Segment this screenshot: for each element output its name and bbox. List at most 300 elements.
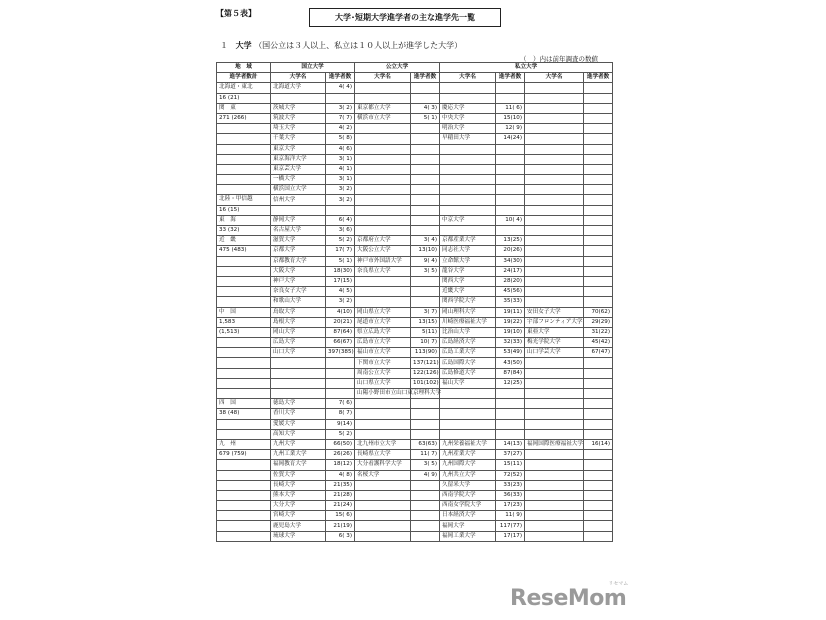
region-cell [217, 338, 271, 348]
university-cell: 京都教育大学 [271, 256, 326, 266]
count-cell [584, 226, 613, 236]
university-cell: 広島大学 [271, 338, 326, 348]
count-cell: 4(10) [326, 307, 355, 317]
university-cell [525, 409, 584, 419]
count-cell: 3( 7) [411, 307, 440, 317]
count-cell [584, 175, 613, 185]
count-cell: 18(12) [326, 460, 355, 470]
university-cell [440, 144, 496, 154]
university-cell [525, 429, 584, 439]
header-univ: 大学名 [271, 73, 326, 83]
count-cell [584, 480, 613, 490]
university-cell: 福山市立大学 [355, 348, 411, 358]
count-cell: 35(33) [496, 297, 525, 307]
university-cell: 龍谷大学 [440, 266, 496, 276]
count-cell: 14(24) [496, 134, 525, 144]
table-row [217, 419, 613, 429]
count-cell: 45(42) [584, 338, 613, 348]
count-cell: 4( 6) [326, 144, 355, 154]
count-cell [584, 450, 613, 460]
region-cell [217, 419, 271, 429]
table-row [217, 246, 613, 256]
count-cell [584, 297, 613, 307]
university-cell [271, 368, 326, 378]
region-cell: 北陸・甲信越 [217, 195, 271, 205]
region-cell [217, 358, 271, 368]
table-row [217, 175, 613, 185]
count-cell [496, 205, 525, 215]
university-cell: 埼玉大学 [271, 124, 326, 134]
university-cell [355, 480, 411, 490]
university-cell [355, 124, 411, 134]
header-row-1 [217, 63, 613, 73]
university-cell [525, 501, 584, 511]
count-cell [411, 205, 440, 215]
count-cell [411, 287, 440, 297]
university-cell [355, 205, 411, 215]
count-cell [584, 419, 613, 429]
university-cell [525, 185, 584, 195]
count-cell: 5(11) [411, 327, 440, 337]
count-cell: 43(50) [496, 358, 525, 368]
header-count: 進学者数 [411, 73, 440, 83]
count-cell: 6( 3) [326, 531, 355, 541]
university-cell [525, 531, 584, 541]
count-cell [584, 521, 613, 531]
university-cell [525, 164, 584, 174]
university-cell [525, 389, 584, 399]
region-cell: 中 国 [217, 307, 271, 317]
table-row [217, 236, 613, 246]
count-cell [411, 501, 440, 511]
university-cell [271, 389, 326, 399]
university-cell: 宮崎大学 [271, 511, 326, 521]
university-cell [440, 185, 496, 195]
university-cell [355, 226, 411, 236]
region-cell: 四 国 [217, 399, 271, 409]
count-cell [496, 83, 525, 93]
count-cell [496, 195, 525, 205]
table-row [217, 185, 613, 195]
university-cell [525, 113, 584, 123]
university-cell [525, 103, 584, 113]
table-row [217, 409, 613, 419]
count-cell: 70(62) [584, 307, 613, 317]
count-cell: 19(22) [496, 317, 525, 327]
table-row [217, 195, 613, 205]
university-cell: 関西学院大学 [440, 297, 496, 307]
region-cell: (1,513) [217, 327, 271, 337]
table-row [217, 490, 613, 500]
university-cell: 北九州市立大学 [355, 439, 411, 449]
university-cell: 神戸大学 [271, 276, 326, 286]
university-cell: 大阪大学 [271, 266, 326, 276]
count-cell: 5( 2) [326, 236, 355, 246]
university-cell [440, 419, 496, 429]
count-cell: 11( 6) [496, 103, 525, 113]
university-cell [355, 501, 411, 511]
count-cell [584, 501, 613, 511]
university-cell: 福山大学 [440, 378, 496, 388]
count-cell [584, 409, 613, 419]
header-count: 進学者数 [584, 73, 613, 83]
count-cell: 36(33) [496, 490, 525, 500]
count-cell: 32(33) [496, 338, 525, 348]
header-row-2 [217, 73, 613, 83]
count-cell [411, 521, 440, 531]
count-cell: 5( 2) [326, 429, 355, 439]
university-cell: 東京大学 [271, 144, 326, 154]
count-cell [326, 93, 355, 103]
count-cell [411, 531, 440, 541]
university-cell [355, 164, 411, 174]
count-cell: 3( 5) [411, 460, 440, 470]
count-cell [411, 226, 440, 236]
table-row [217, 399, 613, 409]
count-cell: 7( 6) [326, 399, 355, 409]
university-cell: 九州共立大学 [440, 470, 496, 480]
university-cell: 香川大学 [271, 409, 326, 419]
count-cell: 397(385) [326, 348, 355, 358]
section-heading [220, 40, 462, 51]
count-cell [584, 266, 613, 276]
count-cell [496, 419, 525, 429]
region-cell [217, 521, 271, 531]
university-cell: 大分大学 [271, 501, 326, 511]
university-cell: 山口県立大学 [355, 378, 411, 388]
header-count: 進学者数 [496, 73, 525, 83]
region-cell [217, 470, 271, 480]
count-cell [411, 164, 440, 174]
university-cell: 岡山県立大学 [355, 307, 411, 317]
table-row [217, 226, 613, 236]
count-cell: 16(14) [584, 439, 613, 449]
university-cell [525, 511, 584, 521]
region-cell: 1,583 [217, 317, 271, 327]
count-cell [584, 205, 613, 215]
university-cell: 九州国際大学 [440, 460, 496, 470]
count-cell [411, 419, 440, 429]
region-cell [217, 297, 271, 307]
region-cell [217, 144, 271, 154]
university-cell: 福岡大学 [440, 521, 496, 531]
university-cell: 茨城大学 [271, 103, 326, 113]
table-row [217, 215, 613, 225]
count-cell [411, 144, 440, 154]
university-cell [355, 511, 411, 521]
count-cell: 17(17) [496, 531, 525, 541]
university-cell: 尾道市立大学 [355, 317, 411, 327]
count-cell: 5( 8) [326, 134, 355, 144]
university-cell: 山口学芸大学 [525, 348, 584, 358]
region-cell [217, 348, 271, 358]
university-cell [355, 134, 411, 144]
count-cell: 28(20) [496, 276, 525, 286]
header-univ: 大学名 [355, 73, 411, 83]
table-row [217, 368, 613, 378]
university-cell: 高知大学 [271, 429, 326, 439]
university-cell: 下関市立大学 [355, 358, 411, 368]
count-cell: 67(47) [584, 348, 613, 358]
university-cell [355, 419, 411, 429]
count-cell [584, 511, 613, 521]
region-cell: 271 (266) [217, 113, 271, 123]
region-cell [217, 501, 271, 511]
university-cell [355, 399, 411, 409]
table-row [217, 103, 613, 113]
university-cell [525, 175, 584, 185]
count-cell: 4( 9) [411, 470, 440, 480]
count-cell: 4( 8) [326, 470, 355, 480]
university-cell [525, 124, 584, 134]
university-cell [440, 175, 496, 185]
count-cell: 29(29) [584, 317, 613, 327]
university-cell [525, 490, 584, 500]
count-cell: 63(63) [411, 439, 440, 449]
university-cell [525, 144, 584, 154]
region-cell [217, 164, 271, 174]
university-cell: 福岡教育大学 [271, 460, 326, 470]
university-cell [355, 154, 411, 164]
count-cell: 122(126) [411, 368, 440, 378]
count-cell [584, 164, 613, 174]
resemom-logo [510, 581, 629, 611]
table-row [217, 501, 613, 511]
university-cell: 岡山理科大学 [440, 307, 496, 317]
region-cell [217, 368, 271, 378]
university-cell: 広島経済大学 [440, 338, 496, 348]
count-cell [584, 246, 613, 256]
university-cell: 宇部フロンティア大学 [525, 317, 584, 327]
university-cell [525, 419, 584, 429]
table-row [217, 83, 613, 93]
region-cell: 16 (15) [217, 205, 271, 215]
logo-text: ReseMom [510, 586, 627, 611]
count-cell: 9(14) [326, 419, 355, 429]
count-cell: 14(13) [496, 439, 525, 449]
region-cell [217, 256, 271, 266]
table-row [217, 470, 613, 480]
university-cell: 周南公立大学 [355, 368, 411, 378]
header-univ: 大学名 [440, 73, 496, 83]
university-cell [525, 215, 584, 225]
university-cell: 近畿大学 [440, 287, 496, 297]
university-cell [525, 470, 584, 480]
university-cell: 県立広島大学 [355, 327, 411, 337]
count-cell [326, 368, 355, 378]
university-cell [525, 195, 584, 205]
count-cell [496, 429, 525, 439]
count-cell: 10( 7) [411, 338, 440, 348]
university-cell: 九州栄養福祉大学 [440, 439, 496, 449]
university-cell: 京都府立大学 [355, 236, 411, 246]
count-cell [496, 185, 525, 195]
count-cell [584, 358, 613, 368]
university-cell: 島根大学 [271, 317, 326, 327]
university-cell [440, 195, 496, 205]
count-cell: 9( 4) [411, 256, 440, 266]
university-cell: 福岡工業大学 [440, 531, 496, 541]
university-cell [525, 297, 584, 307]
region-cell: 東 海 [217, 215, 271, 225]
count-cell: 45(56) [496, 287, 525, 297]
region-cell: 38 (48) [217, 409, 271, 419]
count-cell: 4( 2) [326, 124, 355, 134]
count-cell: 5( 1) [411, 113, 440, 123]
header-national: 国立大学 [271, 63, 355, 73]
table-row [217, 429, 613, 439]
count-cell [584, 215, 613, 225]
count-cell: 3( 2) [326, 297, 355, 307]
count-cell [411, 215, 440, 225]
table-row [217, 287, 613, 297]
university-cell [525, 368, 584, 378]
university-cell [525, 358, 584, 368]
region-cell [217, 276, 271, 286]
page-title: 大学･短期大学進学者の主な進学先一覧 [309, 8, 501, 27]
university-cell: 広島工業大学 [440, 348, 496, 358]
university-cell [355, 490, 411, 500]
table-row [217, 164, 613, 174]
count-cell [584, 134, 613, 144]
header-private: 私立大学 [440, 63, 613, 73]
table-row [217, 113, 613, 123]
region-cell [217, 124, 271, 134]
university-cell: 愛媛大学 [271, 419, 326, 429]
parens-note: （ ）内は前年調査の数値 [520, 55, 598, 63]
university-cell [525, 521, 584, 531]
count-cell [584, 378, 613, 388]
university-cell: 東亜大学 [525, 327, 584, 337]
university-cell [525, 256, 584, 266]
count-cell: 3( 2) [326, 195, 355, 205]
count-cell: 18(30) [326, 266, 355, 276]
university-cell: 川崎医療福祉大学 [440, 317, 496, 327]
region-cell [217, 490, 271, 500]
region-cell [217, 134, 271, 144]
count-cell: 12( 9) [496, 124, 525, 134]
university-cell: 佐賀大学 [271, 470, 326, 480]
count-cell: 31(22) [584, 327, 613, 337]
university-cell [525, 246, 584, 256]
university-cell [440, 83, 496, 93]
count-cell: 7( 7) [326, 113, 355, 123]
university-cell [440, 154, 496, 164]
count-cell [411, 83, 440, 93]
count-cell: 3( 2) [326, 103, 355, 113]
table-row [217, 307, 613, 317]
count-cell: 137(121) [411, 358, 440, 368]
university-cell: 山陽小野田市立山口東京理科大学 [355, 389, 411, 399]
university-cell: 日本経済大学 [440, 511, 496, 521]
university-cell [525, 480, 584, 490]
count-cell: 21(28) [326, 490, 355, 500]
count-cell: 3( 1) [326, 154, 355, 164]
university-cell: 鳥取大学 [271, 307, 326, 317]
count-cell [496, 399, 525, 409]
count-cell: 20(21) [326, 317, 355, 327]
count-cell [411, 93, 440, 103]
university-cell: 奈良女子大学 [271, 287, 326, 297]
table-row [217, 358, 613, 368]
count-cell [411, 276, 440, 286]
region-cell: 16 (21) [217, 93, 271, 103]
count-cell [411, 185, 440, 195]
table-row [217, 531, 613, 541]
university-cell [440, 389, 496, 399]
university-cell: 東京芸大学 [271, 164, 326, 174]
count-cell [584, 287, 613, 297]
count-cell: 20(26) [496, 246, 525, 256]
university-cell [271, 93, 326, 103]
table-row [217, 439, 613, 449]
university-cell: 梅光学院大学 [525, 338, 584, 348]
university-cell: 大阪公立大学 [355, 246, 411, 256]
count-cell: 19(11) [496, 307, 525, 317]
university-cell: 比治山大学 [440, 327, 496, 337]
table-label: 【第５表】 [216, 9, 256, 18]
count-cell [411, 429, 440, 439]
count-cell: 87(84) [496, 368, 525, 378]
university-cell [355, 521, 411, 531]
university-cell [525, 154, 584, 164]
count-cell: 4( 3) [411, 103, 440, 113]
region-cell [217, 175, 271, 185]
university-cell: 安田女子大学 [525, 307, 584, 317]
count-cell: 24(17) [496, 266, 525, 276]
university-cell: 和歌山大学 [271, 297, 326, 307]
count-cell [584, 276, 613, 286]
count-cell [411, 195, 440, 205]
count-cell: 113(90) [411, 348, 440, 358]
university-cell: 徳島大学 [271, 399, 326, 409]
count-cell: 87(64) [326, 327, 355, 337]
university-cell [440, 164, 496, 174]
section-note: （国公立は３人以上、私立は１０人以上が進学した大学） [254, 41, 463, 50]
count-cell [584, 490, 613, 500]
university-cell [440, 409, 496, 419]
university-cell [525, 266, 584, 276]
university-cell: 山口大学 [271, 348, 326, 358]
university-cell: 大分看護科学大学 [355, 460, 411, 470]
count-cell [584, 103, 613, 113]
count-cell: 15(11) [496, 460, 525, 470]
region-cell [217, 266, 271, 276]
region-cell [217, 378, 271, 388]
region-cell [217, 287, 271, 297]
table-row [217, 378, 613, 388]
count-cell [584, 256, 613, 266]
university-cell: 立命館大学 [440, 256, 496, 266]
count-cell [584, 236, 613, 246]
count-cell [584, 531, 613, 541]
table-row [217, 297, 613, 307]
university-cell: 九州産業大学 [440, 450, 496, 460]
count-cell [584, 93, 613, 103]
university-cell: 筑波大学 [271, 113, 326, 123]
count-cell [326, 378, 355, 388]
count-cell [496, 164, 525, 174]
count-cell [584, 429, 613, 439]
region-cell [217, 511, 271, 521]
count-cell: 4( 4) [326, 83, 355, 93]
count-cell: 17(15) [326, 276, 355, 286]
region-cell [217, 185, 271, 195]
university-cell: 西南女学院大学 [440, 501, 496, 511]
university-cell [355, 195, 411, 205]
count-cell: 19(10) [496, 327, 525, 337]
count-cell: 3( 6) [326, 226, 355, 236]
